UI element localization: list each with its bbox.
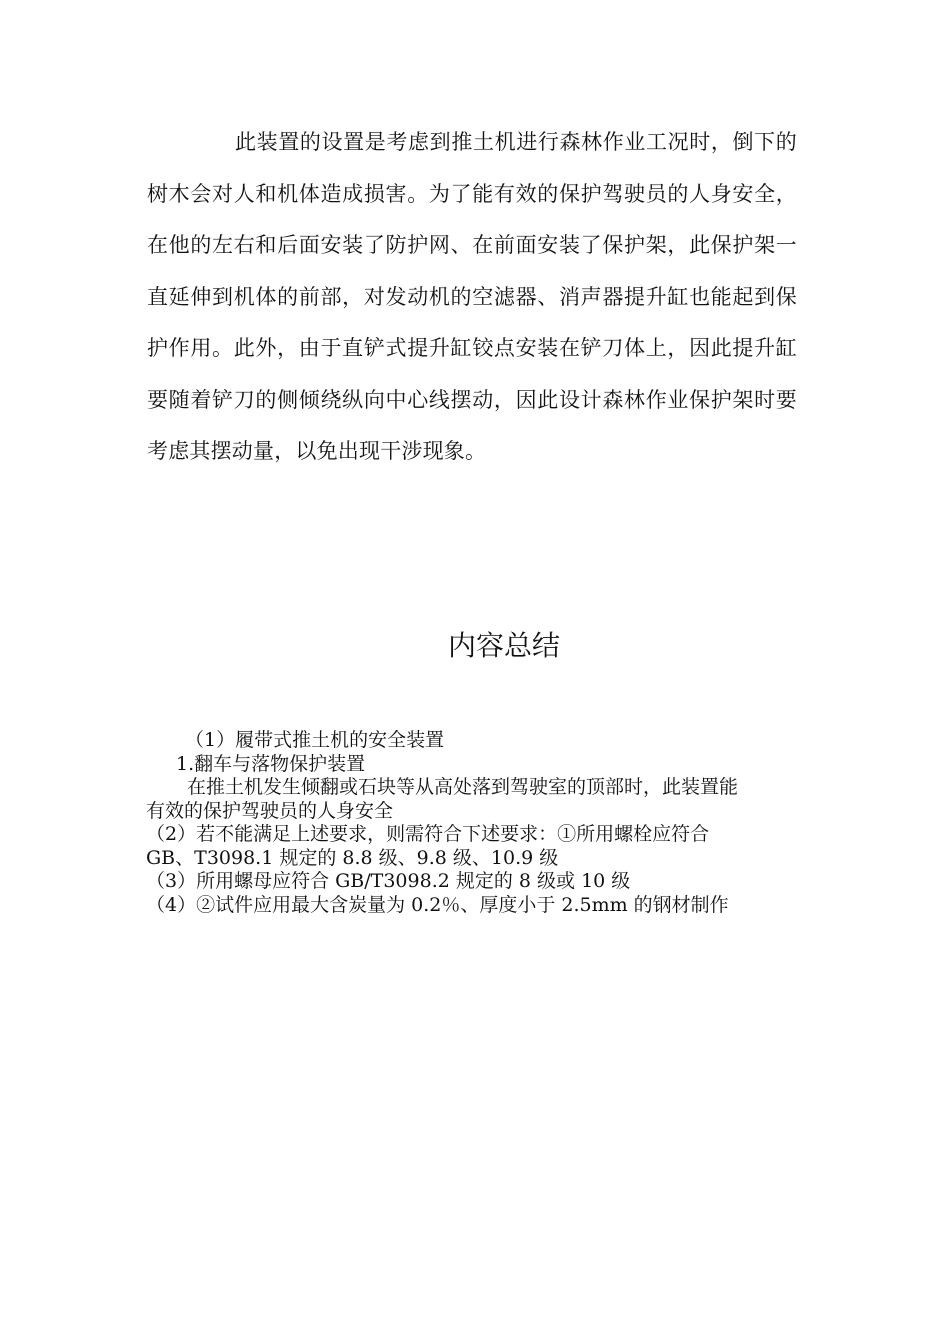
summary-title: 内容总结 [447,629,560,662]
summary-line: 1.翻车与落物保护装置 [176,752,366,775]
summary-line: 在推土机发生倾翻或石块等从高处落到驾驶室的顶部时，此装置能 [187,776,739,798]
summary-line: GB、T3098.1 规定的 8.8 级、9.8 级、10.9 级 [146,846,559,869]
summary-line: 有效的保护驾驶员的人身安全 [146,799,394,822]
body-paragraph: 此装置的设置是考虑到推土机进行森林作业工况时，倒下的树木会对人和机体造成损害。为了能有效的保护驾驶员的人身安全，在他的左右和后面安装了防护网、在前面安装了保护架，此保护架一直延伸到机体的前部，对发动机的空滤器、消声器提升缸也能起到保护作用。此外，由于直铲式提升缸铰点安装在铲刀体上，因此提升缸要随着铲刀的侧倾绕纵向中心线摆动，因此设计森林作业保护架时要考虑其摆动量，以免出现干涉现象。 [147,130,797,463]
summary-line: （4）②试件应用最大含炭量为 0.2％、厚度小于 2.5mm 的钢材制作 [146,893,729,916]
summary-line: （1）履带式推土机的安全装置 [185,729,445,751]
summary-line: （2）若不能满足上述要求，则需符合下述要求：①所用螺栓应符合 [146,823,710,845]
summary-block [146,729,796,917]
summary-line: （3）所用螺母应符合 GB/T3098.2 规定的 8 级或 10 级 [146,870,631,892]
